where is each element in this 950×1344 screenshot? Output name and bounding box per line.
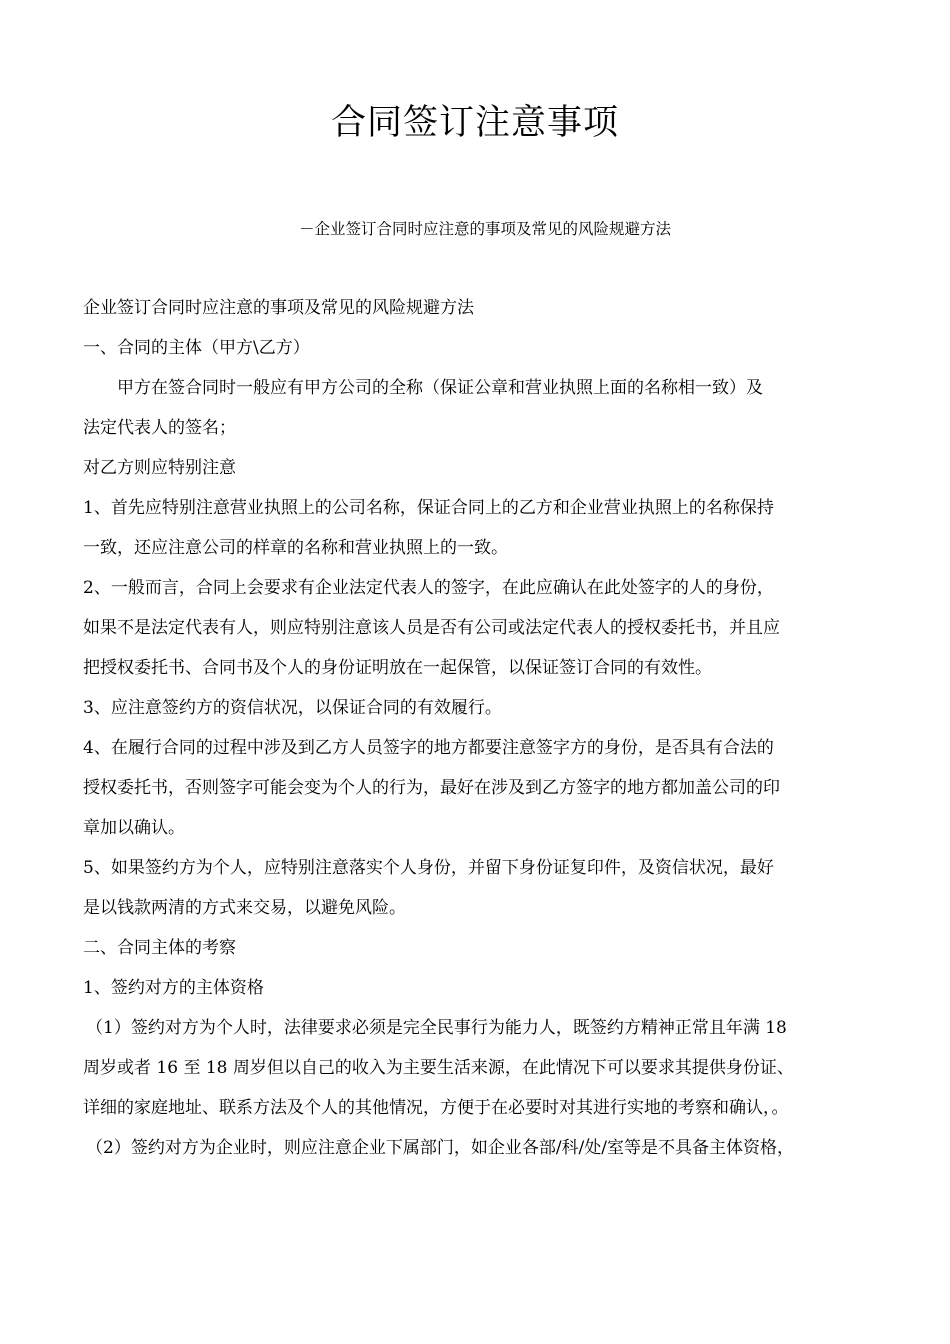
list-item: 2、一般而言，合同上会要求有企业法定代表人的签字，在此应确认在此处签字的人的身份， bbox=[83, 578, 774, 598]
list-item: 1、首先应特别注意营业执照上的公司名称，保证合同上的乙方和企业营业执照上的名称保持 bbox=[83, 498, 774, 518]
body-line: 详细的家庭地址、联系方法及个人的其他情况，方便于在必要时对其进行实地的考察和确认，。 bbox=[83, 1098, 789, 1118]
section-heading: 二、合同主体的考察 bbox=[83, 938, 236, 958]
list-item: 5、如果签约方为个人，应特别注意落实个人身份，并留下身份证复印件，及资信状况，最好 bbox=[83, 858, 774, 878]
document-body bbox=[83, 288, 883, 1168]
body-line: 对乙方则应特别注意 bbox=[83, 458, 236, 478]
list-item: 4、在履行合同的过程中涉及到乙方人员签字的地方都要注意签字方的身份，是否具有合法的 bbox=[83, 738, 774, 758]
body-line: 甲方在签合同时一般应有甲方公司的全称（保证公章和营业执照上面的名称相一致）及 bbox=[117, 378, 763, 398]
section-heading: 一、合同的主体（甲方\乙方） bbox=[83, 338, 310, 358]
body-line: 授权委托书，否则签字可能会变为个人的行为，最好在涉及到乙方签字的地方都加盖公司的印 bbox=[83, 778, 780, 798]
document-title: 合同签订注意事项 bbox=[330, 103, 619, 143]
list-item: （1）签约对方为个人时，法律要求必须是完全民事行为能力人，既签约方精神正常且年满 18 bbox=[86, 1018, 787, 1038]
body-line: 周岁或者 16 至 18 周岁但以自己的收入为主要生活来源，在此情况下可以要求其提供身份证、 bbox=[83, 1058, 794, 1078]
body-line: 企业签订合同时应注意的事项及常见的风险规避方法 bbox=[83, 298, 474, 318]
body-line: 是以钱款两清的方式来交易，以避免风险。 bbox=[83, 898, 406, 918]
list-item: 1、签约对方的主体资格 bbox=[83, 978, 264, 998]
document-subtitle: －企业签订合同时应注意的事项及常见的风险规避方法 bbox=[298, 220, 671, 238]
list-item: （2）签约对方为企业时，则应注意企业下属部门，如企业各部/科/处/室等是不具备主体资格， bbox=[86, 1138, 794, 1158]
list-item: 3、应注意签约方的资信状况，以保证合同的有效履行。 bbox=[83, 698, 502, 718]
body-line: 一致，还应注意公司的样章的名称和营业执照上的一致。 bbox=[83, 538, 508, 558]
body-line: 法定代表人的签名； bbox=[83, 418, 236, 438]
body-line: 把授权委托书、合同书及个人的身份证明放在一起保管，以保证签订合同的有效性。 bbox=[83, 658, 712, 678]
body-line: 如果不是法定代表有人，则应特别注意该人员是否有公司或法定代表人的授权委托书，并且应 bbox=[83, 618, 780, 638]
body-line: 章加以确认。 bbox=[83, 818, 185, 838]
